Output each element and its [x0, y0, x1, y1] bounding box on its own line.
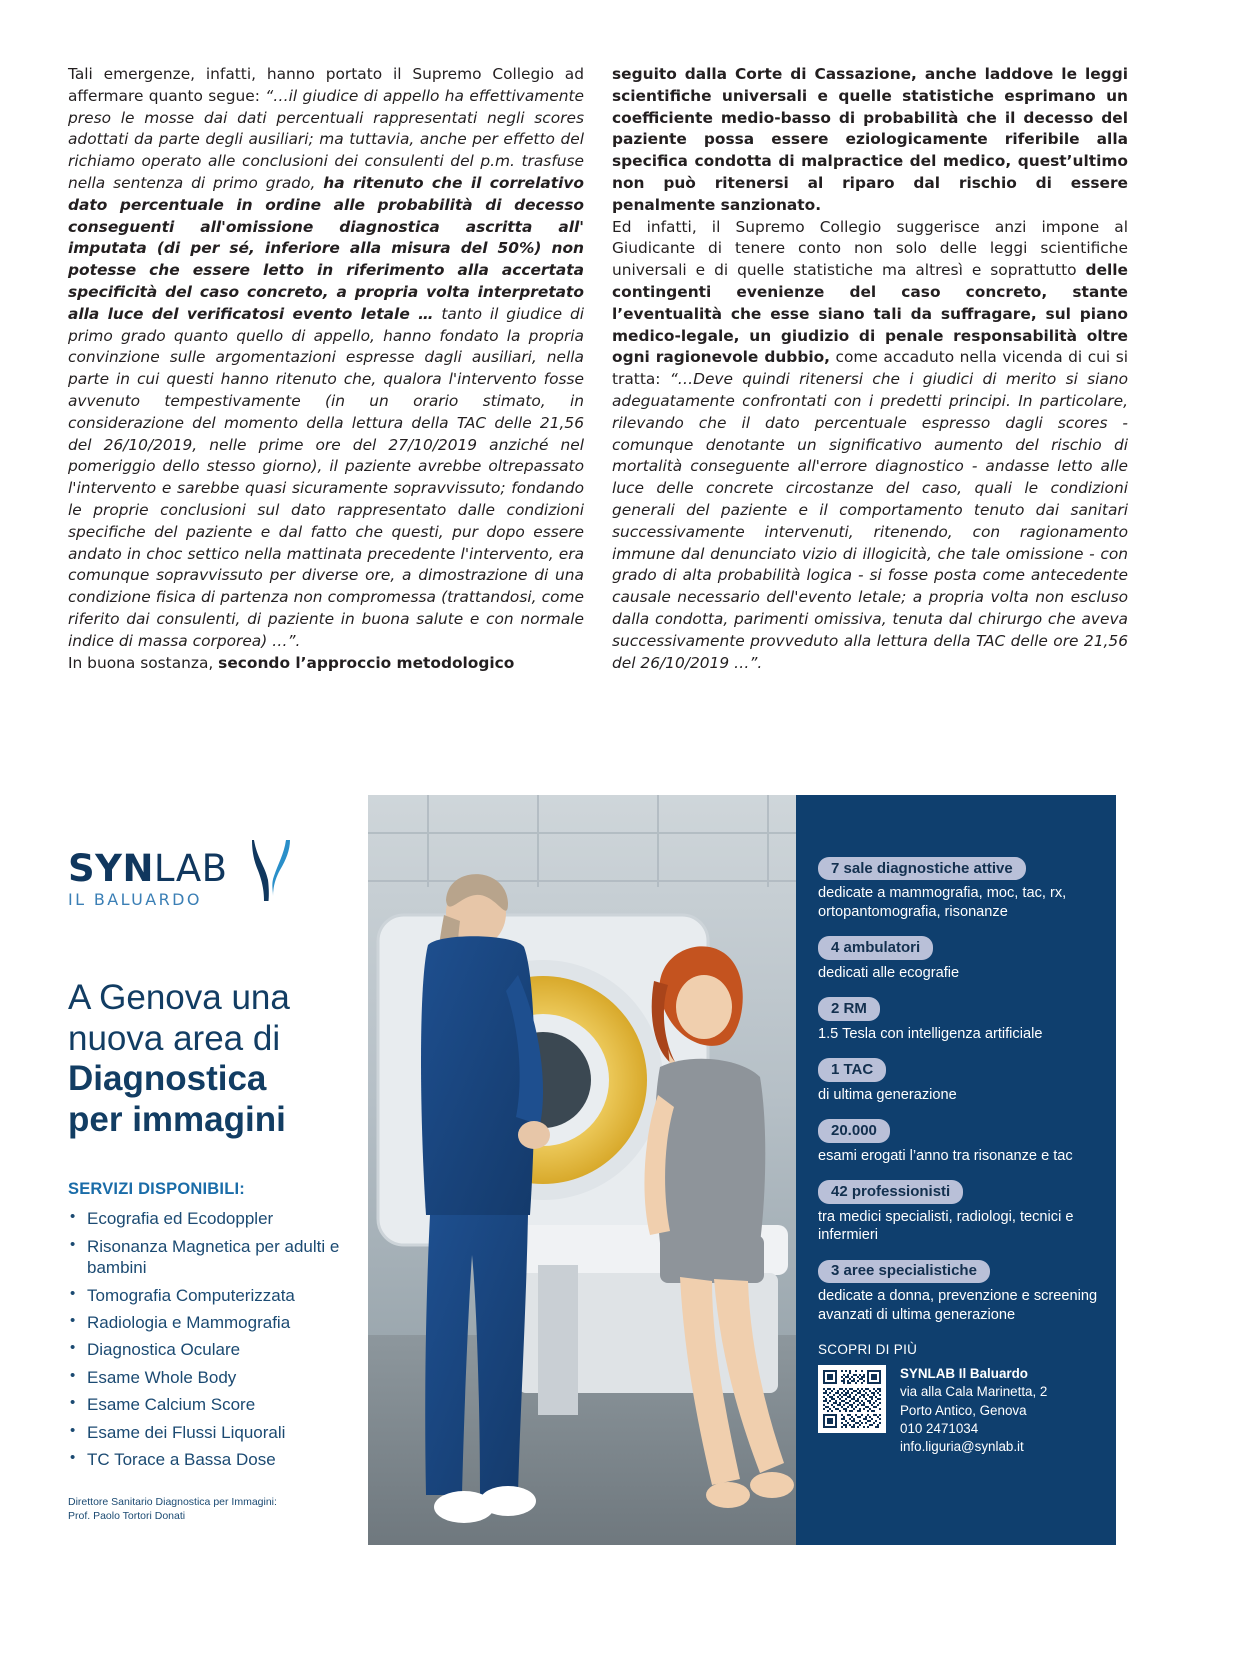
stat-item — [818, 1260, 1116, 1324]
headline-line-2: nuova area di — [68, 1018, 281, 1058]
list-item: • Diagnostica Oculare — [68, 1339, 358, 1360]
stat-item — [818, 936, 1116, 982]
stat-description: di ultima generazione — [818, 1086, 957, 1103]
stat-badge: 3 aree specialistiche — [818, 1260, 990, 1283]
article-column-right — [612, 64, 1128, 674]
stat-badge: 1 TAC — [818, 1058, 886, 1081]
stat-description: dedicate a mammografia, moc, tac, rx, ortopantomografia, risonanze — [818, 885, 1067, 920]
stat-description: dedicate a donna, prevenzione e screening avanzati di ultima generazione — [818, 1287, 1098, 1323]
services-title: SERVIZI DISPONIBILI: — [68, 1180, 245, 1199]
stat-badge: 4 ambulatori — [818, 936, 933, 959]
stat-item — [818, 1180, 1116, 1244]
para2-bold: secondo l’approccio metodologico — [218, 653, 515, 672]
logo-word-light: LAB — [153, 847, 228, 890]
stat-badge: 20.000 — [818, 1119, 890, 1142]
para1-italic-a: “…il giudice di appello ha effettivamente preso le mosse dai dati percentuali rappresentati negli scores adottati da parte degli ausiliari; ma tuttavia, anche per effetto del richiamo operato alle conclusioni dei consulenti del p.m. trasfuse nella sentenza di primo grado, — [68, 86, 584, 192]
para3-bold: delle contingenti evenienze del caso concreto, stante l’eventualità che esse siano tali da suffragare, sul piano medico-legale, un giudizio di penale responsabilità oltre ogni ragionevole dubbio, — [612, 261, 1128, 367]
contact-phone[interactable]: 010 2471034 — [900, 1421, 979, 1437]
scopri-di-piu-label: SCOPRI DI PIÙ — [818, 1342, 918, 1358]
headline-line-1: A Genova una — [68, 978, 290, 1017]
list-item: • Risonanza Magnetica per adulti e bambini — [68, 1236, 358, 1279]
stat-description: tra medici specialisti, radiologi, tecnici e infermieri — [818, 1208, 1074, 1244]
para-cont-bold: seguito dalla Corte di Cassazione, anche laddove le leggi scientifiche universali e quelle statistiche esprimano un coefficiente medio-basso di probabilità che il decesso del paziente possa essere eziologicamente riferibile alla specifica condotta di malpractice del medico, quest’ultimo non può ritenersi al riparo dal rischio di essere penalmente sanzionato. — [612, 65, 1128, 214]
stat-item — [818, 857, 1116, 921]
synlab-logo — [68, 847, 298, 926]
para1-italic-b: tanto il giudice di primo grado quanto quello di appello, hanno fondato la propria convinzione sulle argomentazioni espresse dagli ausiliari, nella parte in cui questi hanno ritenuto che, qualora l'intervento fosse avvenuto tempestivamente (in un orario stimato, in considerazione del momento della lettura della TAC delle 21,56 del 26/10/2019, nelle prime ore del 27/10/2019 anziché nel pomeriggio dello stesso giorno), il paziente avrebbe oltrepassato l'intervento e sarebbe quasi sicuramente sopravvissuto; fondando le proprie conclusioni sul dato rappresentato dalle condizioni specifiche del paziente e dal fatto che questi, pur dopo essere andato in choc settico nella mattinata precedente l'intervento, era comunque sopravvissuto per diverse ore, a dimostrazione di una condizione fisica di partenza non compromessa (trattandosi, come riferito dai consulenti, di paziente in buona salute e con normale indice di massa corporea) …”. — [68, 304, 584, 650]
article-body — [68, 64, 1128, 674]
advert-stats-panel — [796, 795, 1116, 1545]
advert-headline — [68, 978, 358, 1140]
medical-director-note — [68, 1496, 358, 1524]
synlab-advertisement — [0, 795, 1240, 1545]
stat-item — [818, 997, 1116, 1043]
director-label: Direttore Sanitario Diagnostica per Immagini: — [68, 1496, 277, 1509]
advert-left-column — [68, 847, 358, 1524]
contact-details — [900, 1365, 1047, 1457]
para1-bold-italic: ha ritenuto che il correlativo dato percentuale in ordine alle probabilità di decesso conseguenti all'omissione diagnostica ascritta all' imputata (di per sé, inferiore alla misura del 50%) non potesse che essere letto in riferimento alla accertata specificità del caso concreto, a propria volta interpretato alla luce del verificatosi evento letale … — [68, 173, 584, 323]
logo-word-bold: SYN — [68, 847, 154, 890]
stat-badge: 2 RM — [818, 997, 880, 1020]
director-name: Prof. Paolo Tortori Donati — [68, 1510, 186, 1523]
paragraph-3 — [612, 217, 1128, 675]
stat-description: dedicati alle ecografie — [818, 964, 960, 981]
paragraph-2 — [68, 653, 584, 675]
logo-subtitle: IL BALUARDO — [68, 890, 202, 909]
para1-plain-a: Tali emergenze, infatti, hanno portato il Supremo Collegio ad affermare quanto segue: — [68, 65, 584, 105]
qr-code-icon[interactable] — [818, 1365, 886, 1433]
mri-scan-room-photo — [368, 795, 796, 1545]
stat-description: esami erogati l’anno tra risonanze e tac — [818, 1147, 1073, 1164]
services-list — [68, 1208, 358, 1470]
stat-item — [818, 1058, 1116, 1104]
list-item: • Radiologia e Mammografia — [68, 1312, 358, 1333]
paragraph-1 — [68, 64, 584, 653]
para3-plain-b: come accaduto nella vicenda di cui si tratta: — [612, 348, 1128, 389]
contact-name: SYNLAB Il Baluardo — [900, 1366, 1028, 1382]
stat-badge: 7 sale diagnostiche attive — [818, 857, 1026, 880]
para2-plain: In buona sostanza, — [68, 653, 219, 672]
list-item: • Esame Calcium Score — [68, 1394, 358, 1415]
paragraph-continuation — [612, 64, 1128, 217]
stat-description: 1.5 Tesla con intelligenza artificiale — [818, 1025, 1043, 1042]
stat-badge: 42 professionisti — [818, 1180, 963, 1203]
article-column-left — [68, 64, 584, 674]
headline-line-3: Diagnostica — [68, 1059, 267, 1099]
headline-line-4: per immagini — [68, 1099, 286, 1139]
list-item: • Esame dei Flussi Liquorali — [68, 1422, 358, 1443]
synlab-wishbone-icon — [250, 838, 294, 902]
contact-block — [818, 1365, 1116, 1457]
para3-italic: “…Deve quindi ritenersi che i giudici di merito si siano adeguatamente confrontati con i predetti principi. In particolare, rilevando che il dato percentuale espresso dagli scores -comunque denotante un significativo aumento del rischio di mortalità conseguente all'errore diagnostico - andasse letto alle luce delle concrete circostanze del caso, quali le condizioni generali del paziente e il comportamento tenuto dai sanitari successivamente intervenuti, ritenendo, con ragionamento immune dal denunciato vizio di illogicità, che tale omissione - con grado di alta probabilità logica - si fosse posta come antecedente causale necessario dell'evento letale; a propria volta non escluso dalla condotta, parimenti omissiva, tenuta dal chirurgo che aveva successivamente provveduto alla lettura della TAC delle ore 21,56 del 26/10/2019 …”. — [612, 370, 1129, 672]
contact-address-1: via alla Cala Marinetta, 2 — [900, 1384, 1048, 1400]
contact-address-2: Porto Antico, Genova — [900, 1402, 1027, 1418]
list-item: • Tomografia Computerizzata — [68, 1285, 358, 1306]
list-item: • Esame Whole Body — [68, 1367, 358, 1388]
list-item: • Ecografia ed Ecodoppler — [68, 1208, 358, 1229]
stat-item — [818, 1119, 1116, 1165]
list-item: • TC Torace a Bassa Dose — [68, 1449, 358, 1470]
para3-plain-a: Ed infatti, il Supremo Collegio suggerisce anzi impone al Giudicante di tenere conto non solo delle leggi scientifiche universali e di quelle statistiche ma altresì e soprattutto — [612, 217, 1128, 280]
contact-email[interactable]: info.liguria@synlab.it — [900, 1439, 1024, 1455]
